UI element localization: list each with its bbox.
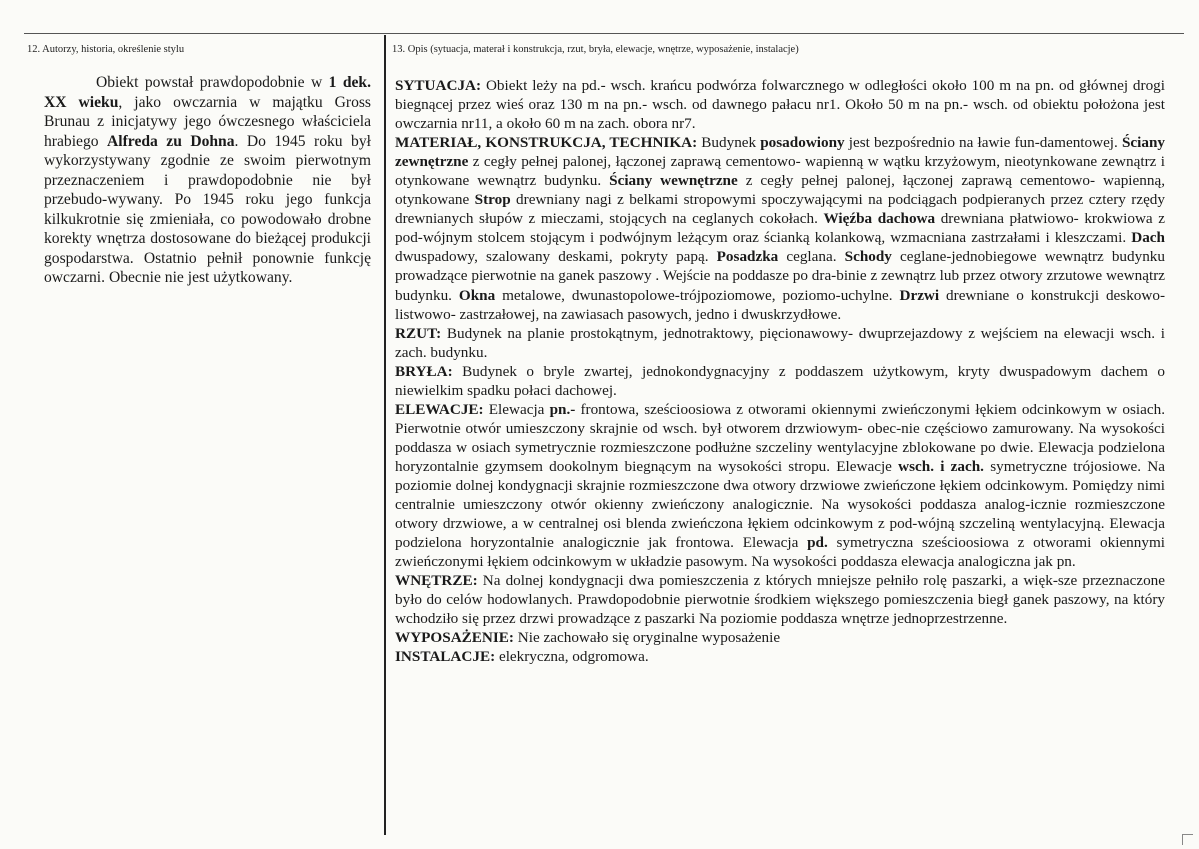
history-text-1: Obiekt powstał prawdopodobnie w xyxy=(96,74,329,91)
right-section-heading: 13. Opis (sytuacja, materał i konstrukcja, rzut, bryła, elewacje, wnętrze, wyposażenie, instalacje) xyxy=(392,44,799,55)
material-term: Schody xyxy=(844,248,892,266)
column-divider xyxy=(384,35,386,835)
wyposazenie-text: Nie zachowało się oryginalne wyposażenie xyxy=(514,629,781,647)
material-term: Ściany wewnętrzne xyxy=(609,172,738,190)
history-date: 1 dek. XX wieku xyxy=(44,74,371,111)
instalacje-label: INSTALACJE: xyxy=(395,648,496,666)
rzut-label: RZUT: xyxy=(395,324,442,342)
page-corner-mark xyxy=(1182,834,1193,845)
bryla-paragraph xyxy=(395,362,1165,400)
material-term: posadowiony xyxy=(760,134,845,152)
material-text: jest bezpośrednio na ławie fun-damentowej. xyxy=(844,134,1122,152)
rzut-text: Budynek na planie prostokątnym, jednotraktowy, pięcionawowy- dwuprzejazdowy z wejściem na elewacji wsch. i zach. budynku. xyxy=(395,324,1165,361)
elewacje-paragraph xyxy=(395,400,1165,571)
sytuacja-paragraph xyxy=(395,76,1165,133)
sytuacja-label: SYTUACJA: xyxy=(395,77,482,94)
material-term: Dach xyxy=(1131,229,1165,247)
material-term: Posadzka xyxy=(716,248,779,266)
elewacje-label: ELEWACJE: xyxy=(395,400,484,418)
elewacje-term: wsch. i zach. xyxy=(898,457,984,475)
history-column xyxy=(44,73,371,288)
wnetrze-paragraph xyxy=(395,571,1165,628)
material-text: z cegły pełnej palonej, łączonej zaprawą cementowo- wapienną, otynkowane xyxy=(395,172,1165,209)
description-column xyxy=(395,76,1165,666)
left-section-heading: 12. Autorzy, historia, określenie stylu xyxy=(27,44,185,55)
instalacje-paragraph xyxy=(395,647,1165,666)
material-term: Więźba dachowa xyxy=(823,210,936,228)
wyposazenie-paragraph xyxy=(395,628,1165,647)
bryla-label: BRYŁA: xyxy=(395,362,453,380)
material-text: ceglane-jednobiegowe wewnątrz budynku prowadzące pierwotnie na ganek paszowy . Wejście na poddasze po dra-binie z zewnątrz lub przez otwory zrzutowe wewnątrz budynku. xyxy=(395,248,1165,304)
material-paragraph xyxy=(395,133,1165,323)
material-text: drewniana płatwiowo- krokwiowa z pod-wójnym stolcem stojącym i podwójnym leżącym oraz ścianką kolankową, wzmacniana zastrzałami i kleszczami. xyxy=(395,210,1165,247)
history-text-3: . Do 1945 roku był wykorzystywany zgodnie ze swoim pierwotnym przeznaczeniem i prawdopodobnie nie był przebudo-wywany. Po 1945 roku jego funkcja kilkukrotnie się zmieniała, co powodowało drobne korekty wnętrza dostosowane do bieżącej produkcji gospodarstwa. Ostatnio pełnił ponownie funkcję owczarni. Obecnie nie jest użytkowany. xyxy=(44,132,371,286)
material-text: drewniany nagi z belkami stropowymi spoczywającymi na podciągach podpieranych przez cztery rzędy drewnianych słupów z mieczami, stojących na ceglanych cokołach. xyxy=(395,191,1165,228)
material-text: dwuspadowy, szalowany deskami, pokryty papą. xyxy=(395,248,717,266)
material-text: Budynek xyxy=(697,134,761,152)
history-owner: Alfreda zu Dohna xyxy=(107,132,235,150)
elewacje-text: Elewacja xyxy=(483,400,550,418)
sytuacja-text: Obiekt leży na pd.- wsch. krańcu podwórza folwarcznego w odległości około 100 m na pn. od głównej drogi biegnącej przez wieś oraz 130 m na pn.- wsch. od dawnego pałacu nr1. Około 50 m na pn.- wsch. od obiektu położona jest owczarnia nr11, a około 60 m na zach. obora nr7. xyxy=(395,77,1165,133)
elewacje-text: frontowa, sześcioosiowa z otworami okiennymi zwieńczonymi łękiem odcinkowym w osiach. Pierwotnie otwór umieszczony skrajnie od wsch. był otworem drzwiowym- obec-nie częściowo zamurowany. Na wysokości poddasza w osiach symetrycznie rozmieszczone podłużne szczeliny wentylacyjne zblokowane po dwie. Elewacja podzielona horyzontalnie gzymsem dookolnym biegnącym na wysokości stropu. Elewacje xyxy=(395,400,1165,475)
material-term: Drzwi xyxy=(899,286,940,304)
material-text: z cegły pełnej palonej, łączonej zaprawą cementowo- wapienną w wątku krzyżowym, nieotynkowane zewnątrz i otynkowane wewnątrz budynku. xyxy=(395,153,1165,190)
elewacje-term: pd. xyxy=(807,534,828,552)
wnetrze-label: WNĘTRZE: xyxy=(395,572,478,590)
instalacje-text: elekryczna, odgromowa. xyxy=(495,648,649,666)
elewacje-term: pn.- xyxy=(549,400,576,418)
material-label: MATERIAŁ, KONSTRUKCJA, TECHNIKA: xyxy=(395,134,698,152)
material-term: Ściany zewnętrzne xyxy=(395,134,1165,171)
history-text-2: , jako owczarnia w majątku Gross Brunau z inicjatywy jego ówczesnego właściciela hrabiego xyxy=(44,93,372,150)
elewacje-text: symetryczna sześcioosiowa z otworami okiennymi zwieńczonymi łękiem odcinkowym w układzie pasowym. Na wysokości poddasza elewacja analogiczna jak pn. xyxy=(395,534,1165,571)
material-text: ceglana. xyxy=(778,248,845,266)
material-term: Okna xyxy=(458,286,496,304)
wnetrze-text: Na dolnej kondygnacji dwa pomieszczenia z których mniejsze pełniło rolę paszarki, a więk-sze przeznaczone było do celów hodowlanych. Prawdopodobnie pierwotnie środkiem większego pomieszczenia biegł ganek paszowy, na który wchodziło się przez drzwi prowadzące z paszarki Na poziomie poddasza wnętrze jednoprzestrzenne. xyxy=(395,572,1165,628)
rzut-paragraph xyxy=(395,324,1165,362)
elewacje-text: symetryczne trójosiowe. Na poziomie dolnej kondygnacji skrajnie rozmieszczone dwa otwory drzwiowe zwieńczone łękiem odcinkowym. Pomiędzy nimi centralnie umieszczony otwór okienny zwieńczony analogicznie. Na wysokości poddasza analog-icznie rozmieszczone otwory drzwiowe, a w centralnej osi blenda zwieńczona łękiem odcinkowym z pod-wójną szczeliną wentylacyjną. Elewacja podzielona horyzontalnie analogicznie jak frontowa. Elewacja xyxy=(395,457,1166,552)
material-text: drewniane o konstrukcji deskowo- listwowo- zastrzałowej, na zawiasach pasowych, jedno i dwuskrzydłowe. xyxy=(395,286,1166,323)
material-term: Strop xyxy=(474,191,511,209)
wyposazenie-label: WYPOSAŻENIE: xyxy=(395,629,514,647)
history-paragraph xyxy=(44,73,371,288)
material-text: metalowe, dwunastopolowe-trójpoziomowe, poziomo-uchylne. xyxy=(495,286,900,304)
bryla-text: Budynek o bryle zwartej, jednokondygnacyjny z poddaszem użytkowym, kryty dwuspadowym dachem o niewielkim spadku połaci dachowej. xyxy=(395,362,1165,399)
top-rule xyxy=(24,33,1184,34)
